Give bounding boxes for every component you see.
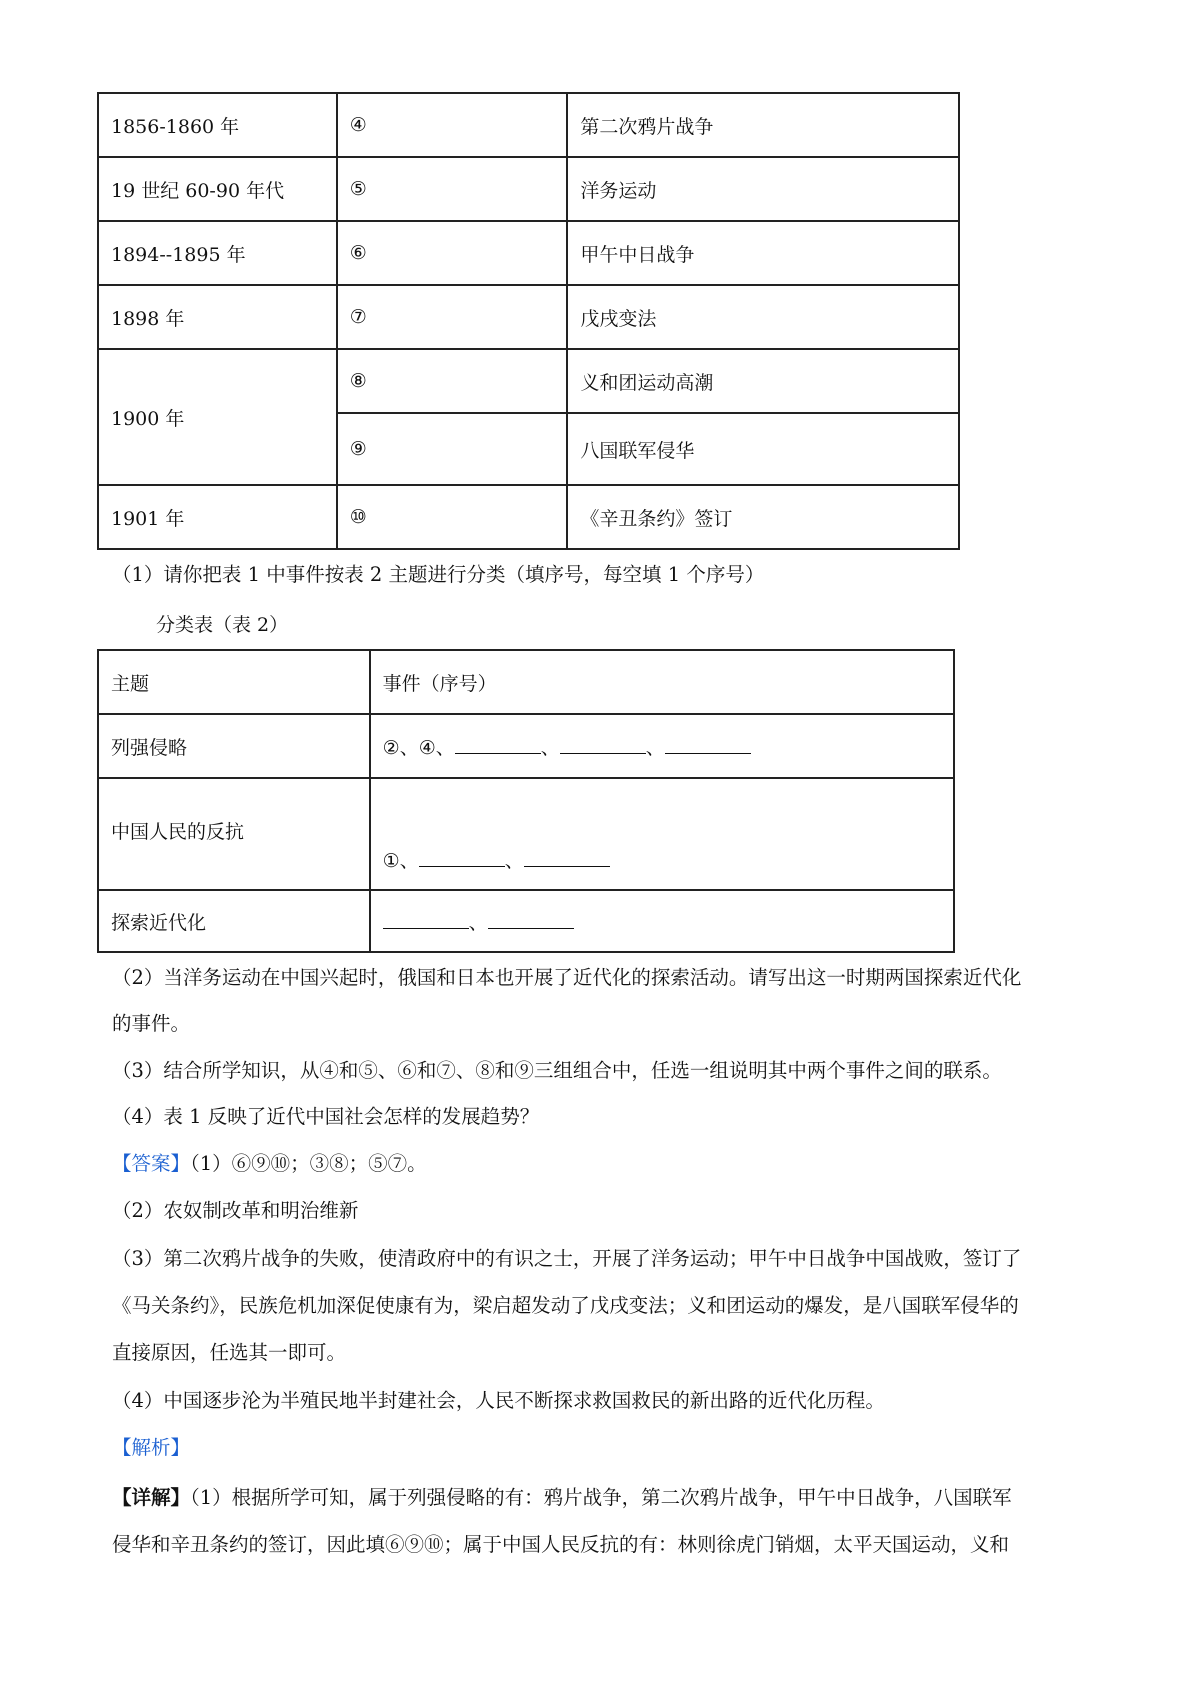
theme-cell: 列强侵略 xyxy=(98,714,370,778)
question-2-line-2: 的事件。 xyxy=(112,1012,191,1035)
number-cell: ⑦ xyxy=(337,285,568,349)
answer-blank[interactable] xyxy=(665,735,751,754)
table-row xyxy=(98,93,959,157)
answer-1 xyxy=(112,1141,1102,1187)
detail-line-2: 侵华和辛丑条约的签订，因此填⑥⑨⑩；属于中国人民反抗的有：林则徐虎门销烟，太平天国运动，义和 xyxy=(112,1533,1010,1556)
answer-4: （4）中国逐步沦为半殖民地半封建社会，人民不断探求救国救民的新出路的近代化历程。 xyxy=(112,1389,885,1412)
detail-line-1 xyxy=(112,1475,1102,1521)
theme-cell: 探索近代化 xyxy=(98,890,370,952)
event-cell: 《辛丑条约》签订 xyxy=(567,485,959,549)
number-cell: ⑥ xyxy=(337,221,568,285)
answer-cell xyxy=(370,714,954,778)
table-row xyxy=(98,221,959,285)
table-row xyxy=(98,349,959,413)
question-2-line-1: （2）当洋务运动在中国兴起时，俄国和日本也开展了近代化的探索活动。请写出这一时期两国探索近代化 xyxy=(112,966,1022,989)
table-row xyxy=(98,714,954,778)
question-3: （3）结合所学知识，从④和⑤、⑥和⑦、⑧和⑨三组组合中，任选一组说明其中两个事件之间的联系。 xyxy=(112,1059,1002,1082)
number-cell: ⑧ xyxy=(337,349,568,413)
table-row xyxy=(98,778,954,890)
question-1: （1）请你把表 1 中事件按表 2 主题进行分类（填序号，每空填 1 个序号） xyxy=(112,563,765,586)
answer-1-text: （1）⑥⑨⑩；③⑧；⑤⑦。 xyxy=(190,1152,427,1175)
event-cell: 八国联军侵华 xyxy=(567,413,959,485)
table-row xyxy=(98,485,959,549)
answer-blank[interactable] xyxy=(455,735,541,754)
year-cell: 1856-1860 年 xyxy=(98,93,337,157)
detail-label: 【详解】 xyxy=(112,1486,191,1509)
answer-blank[interactable] xyxy=(524,848,610,867)
year-cell: 1900 年 xyxy=(98,349,337,485)
table-row xyxy=(98,157,959,221)
answer-blank[interactable] xyxy=(419,848,505,867)
year-cell: 1894--1895 年 xyxy=(98,221,337,285)
answer-cell xyxy=(370,778,954,890)
table-row xyxy=(98,285,959,349)
year-cell: 1901 年 xyxy=(98,485,337,549)
separator: 、 xyxy=(645,736,665,759)
analysis-label: 【解析】 xyxy=(112,1436,191,1459)
answer-blank[interactable] xyxy=(383,910,469,929)
separator: 、 xyxy=(504,850,524,872)
separator: 、 xyxy=(540,736,560,759)
year-cell: 19 世纪 60-90 年代 xyxy=(98,157,337,221)
number-cell: ⑩ xyxy=(337,485,568,549)
answer-3-line-3: 直接原因，任选其一即可。 xyxy=(112,1341,347,1364)
header-events: 事件（序号） xyxy=(370,650,954,714)
event-cell: 洋务运动 xyxy=(567,157,959,221)
answer-blank[interactable] xyxy=(560,735,646,754)
event-cell: 第二次鸦片战争 xyxy=(567,93,959,157)
number-cell: ④ xyxy=(337,93,568,157)
answer-2: （2）农奴制改革和明治维新 xyxy=(112,1199,359,1222)
classification-table-2 xyxy=(97,649,955,953)
event-cell: 戊戌变法 xyxy=(567,285,959,349)
event-table-1 xyxy=(97,92,960,550)
number-cell: ⑨ xyxy=(337,413,568,485)
table-header-row xyxy=(98,650,954,714)
table-2-caption: 分类表（表 2） xyxy=(156,614,289,636)
header-theme: 主题 xyxy=(98,650,370,714)
year-cell: 1898 年 xyxy=(98,285,337,349)
table-row xyxy=(98,890,954,952)
answer-label: 【答案】 xyxy=(112,1152,191,1175)
event-cell: 甲午中日战争 xyxy=(567,221,959,285)
answer-blank[interactable] xyxy=(488,910,574,929)
filled-numbers: ②、④、 xyxy=(382,736,455,759)
answer-3-line-2: 《马关条约》，民族危机加深促使康有为，梁启超发动了戊戌变法；义和团运动的爆发，是八国联军侵华的 xyxy=(112,1294,1019,1317)
answer-cell xyxy=(370,890,954,952)
filled-numbers: ①、 xyxy=(382,850,419,872)
detail-line-1-text: （1）根据所学可知，属于列强侵略的有：鸦片战争，第二次鸦片战争，甲午中日战争，八国联军 xyxy=(190,1486,1012,1509)
question-4: （4）表 1 反映了近代中国社会怎样的发展趋势？ xyxy=(112,1105,540,1128)
number-cell: ⑤ xyxy=(337,157,568,221)
event-cell: 义和团运动高潮 xyxy=(567,349,959,413)
theme-cell: 中国人民的反抗 xyxy=(98,778,370,890)
answer-3-line-1: （3）第二次鸦片战争的失败，使清政府中的有识之士，开展了洋务运动；甲午中日战争中国战败，签订了 xyxy=(112,1247,1022,1270)
separator: 、 xyxy=(468,911,488,934)
